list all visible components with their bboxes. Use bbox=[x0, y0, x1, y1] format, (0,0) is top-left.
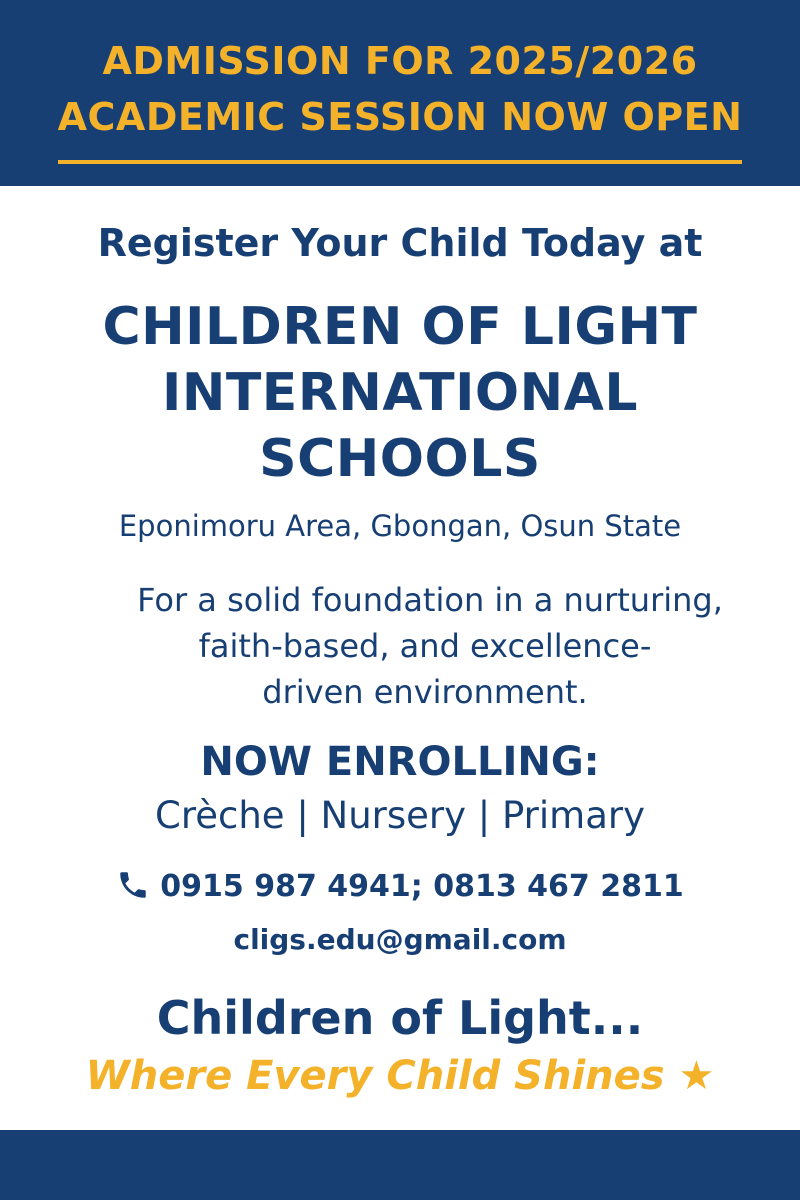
tagline: Children of Light... bbox=[156, 991, 644, 1045]
enrolling-heading: NOW ENROLLING: bbox=[200, 739, 600, 785]
school-name-line2: INTERNATIONAL bbox=[161, 363, 639, 423]
school-name-line1: CHILDREN OF LIGHT bbox=[102, 297, 698, 357]
enrolling-levels: Crèche | Nursery | Primary bbox=[155, 794, 645, 837]
admission-headline-line2: ACADEMIC SESSION NOW OPEN bbox=[57, 95, 743, 139]
description-line1: For a solid foundation in a nurturing, bbox=[137, 581, 723, 619]
register-intro: Register Your Child Today at bbox=[97, 221, 703, 265]
school-name-line3: SCHOOLS bbox=[259, 429, 541, 489]
description-line3: driven environment. bbox=[262, 673, 588, 711]
bottom-banner bbox=[0, 1130, 800, 1200]
admission-headline-line1: ADMISSION FOR 2025/2026 bbox=[102, 39, 698, 83]
top-banner bbox=[0, 0, 800, 186]
slogan: Where Every Child Shines ★ bbox=[85, 1053, 715, 1099]
phone-numbers: 0915 987 4941; 0813 467 2811 bbox=[160, 869, 684, 904]
school-address: Eponimoru Area, Gbongan, Osun State bbox=[118, 509, 682, 543]
phone-icon bbox=[116, 868, 150, 902]
description-line2: faith-based, and excellence- bbox=[198, 627, 652, 665]
gold-divider bbox=[58, 160, 742, 164]
phone-row bbox=[0, 866, 800, 908]
email-address: cligs.edu@gmail.com bbox=[233, 923, 567, 956]
